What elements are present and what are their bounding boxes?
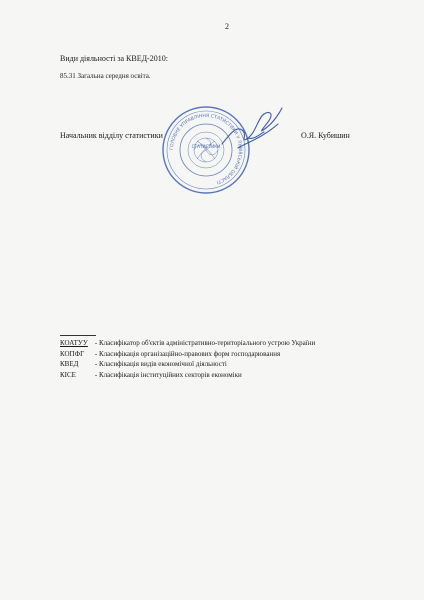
legend-description: Класифікатор об'єктів адміністративно-територіального устрою України [99,339,316,347]
legend-description: Класифікація інституційних секторів економіки [99,370,242,379]
legend-separator: - [94,349,98,358]
legend-description: Класифікація організаційно-правових форм господарювання [99,349,281,358]
legend-row-koatuu [60,338,315,349]
legend-code: КОАТУУ [60,339,88,347]
handwritten-signature [218,104,286,152]
legend-separator: - [94,370,98,379]
footnote-divider [60,335,96,336]
legend-row-kopfg [60,349,315,360]
legend-row-kved [60,359,315,370]
legend-separator: - [94,339,98,347]
activity-item: 85.31 Загальна середня освіта. [60,72,151,80]
legend-description: Класифікація видів економічної діяльності [99,360,227,369]
abbreviations-legend [60,338,315,380]
legend-code: КІСЕ [60,370,76,379]
stamp-center-text: СТАТИСТИКИ [191,144,221,149]
signatory-name: О.Я. Кубишин [301,131,350,140]
legend-code: КВЕД [60,360,79,369]
page-number: 2 [225,22,229,31]
legend-code: КОПФГ [60,349,85,358]
signatory-title: Начальник відділу статистики [60,131,163,140]
activities-heading: Види діяльності за КВЕД-2010: [60,54,168,63]
legend-row-kise [60,370,315,381]
stamp-ring-text: ГОЛОВНЕ УПРАВЛІННЯ СТАТИСТИКИ У ЛЬВІВСЬКІЙ ОБЛАСТІ [169,113,243,185]
legend-separator: - [94,360,98,369]
